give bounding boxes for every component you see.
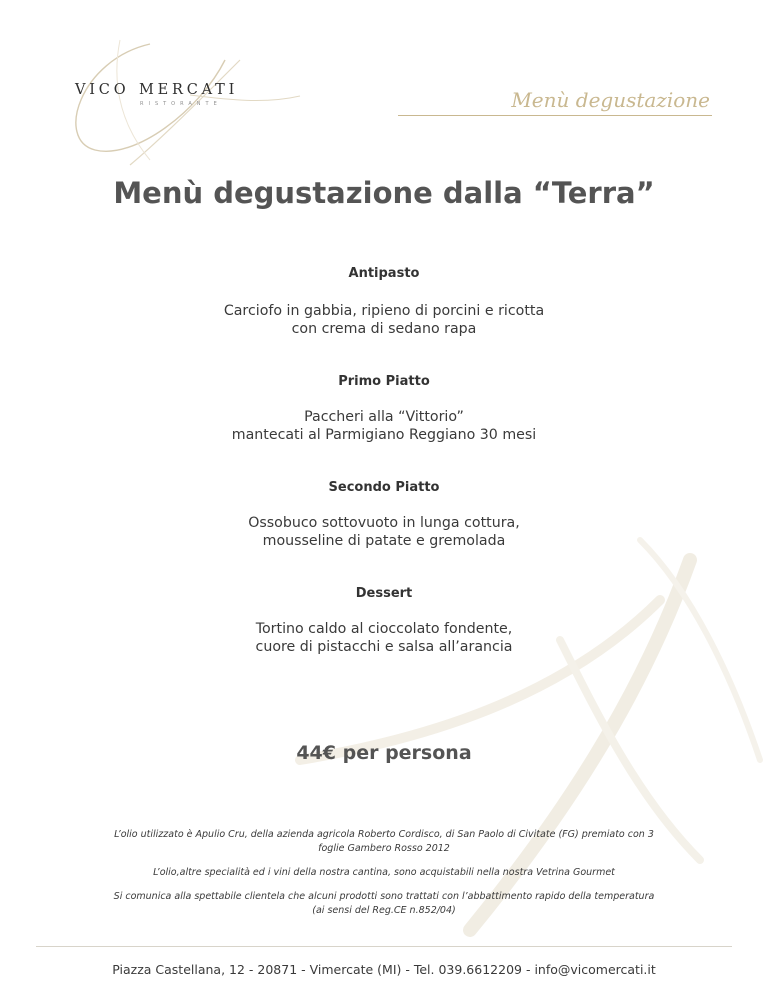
course-heading-antipasto: Antipasto xyxy=(348,266,420,281)
course-line: Tortino caldo al cioccolato fondente, xyxy=(255,621,513,637)
course-heading-primo: Primo Piatto xyxy=(338,374,430,389)
course-line: Carciofo in gabbia, ripieno di porcini e ricotta xyxy=(223,303,545,319)
header-divider xyxy=(398,115,712,116)
logo-vico-text: VICO xyxy=(75,82,130,98)
menu-title: Menù degustazione dalla “Terra” xyxy=(113,176,655,210)
course-line: Paccheri alla “Vittorio” xyxy=(304,409,464,425)
header-tagline: Menù degustazione xyxy=(511,88,710,112)
note-olive-oil: L’olio utilizzato è Apulio Cru, della azienda agricola Roberto Cordisco, di San Paolo di Civitate (FG) premiato con 3 xyxy=(114,829,654,840)
note-olive-oil-continued: foglie Gambero Rosso 2012 xyxy=(318,843,450,854)
menu-price: 44€ per persona xyxy=(296,742,472,764)
footer-divider xyxy=(36,946,732,947)
note-blast-chilling: Si comunica alla spettabile clientela che alcuni prodotti sono trattati con l’abbattimento rapido della temperatura xyxy=(113,891,655,902)
course-line: con crema di sedano rapa xyxy=(291,321,477,337)
course-line: mantecati al Parmigiano Reggiano 30 mesi xyxy=(231,427,537,443)
note-gourmet-shop: L’olio,altre specialità ed i vini della nostra cantina, sono acquistabili nella nostra Vetrina Gourmet xyxy=(153,867,615,878)
logo-mercati-text: MERCATI xyxy=(139,82,239,98)
course-heading-dessert: Dessert xyxy=(355,586,413,601)
course-heading-secondo: Secondo Piatto xyxy=(328,480,440,495)
note-regulation: (ai sensi del Reg.CE n.852/04) xyxy=(312,905,456,916)
course-line: Ossobuco sottovuoto in lunga cottura, xyxy=(248,515,520,531)
logo-subtitle: RISTORANTE xyxy=(140,101,222,107)
course-line: mousseline di patate e gremolada xyxy=(262,533,506,549)
restaurant-logo xyxy=(70,82,250,122)
footer-address: Piazza Castellana, 12 - 20871 - Vimercate (MI) - Tel. 039.6612209 - info@vicomercati.it xyxy=(112,962,656,977)
course-line: cuore di pistacchi e salsa all’arancia xyxy=(255,639,513,655)
